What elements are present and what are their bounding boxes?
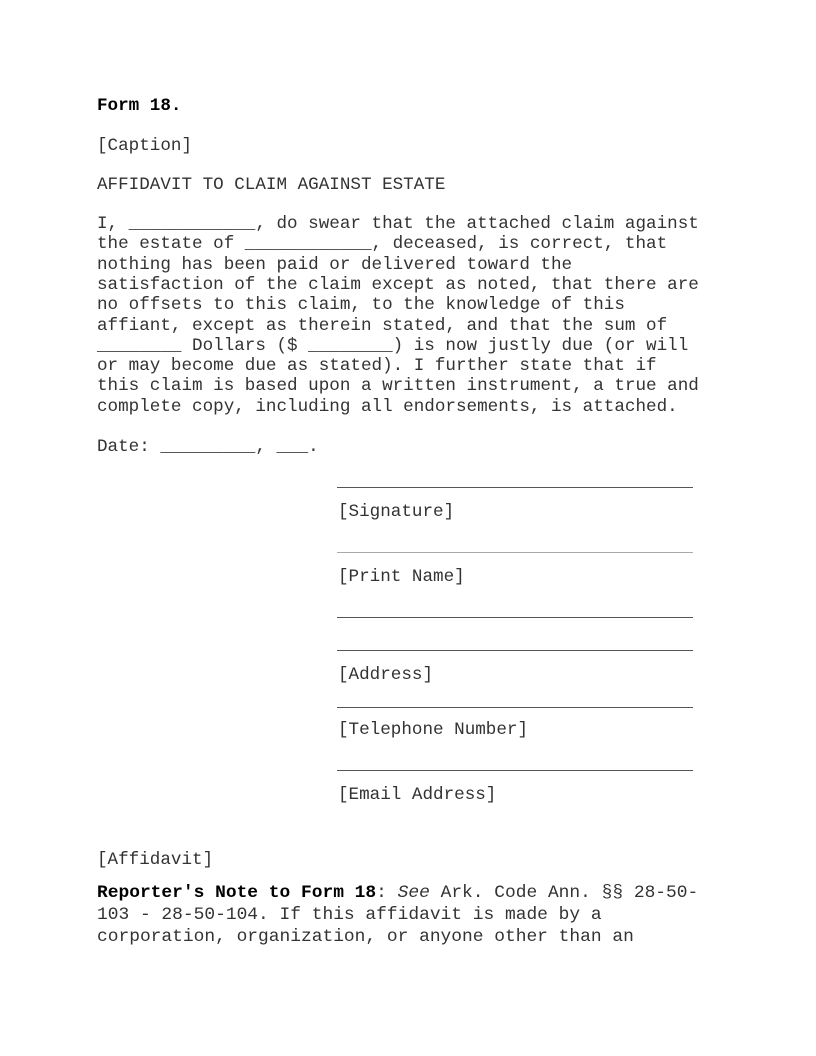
- body-line: I, ____________, do swear that the attached claim against: [97, 214, 699, 234]
- see-signal: See: [397, 883, 430, 903]
- body-line: or may become due as stated). I further state that if: [97, 356, 657, 377]
- signature-line: [337, 487, 693, 488]
- reporters-note-label: Reporter's Note to Form 18: [97, 883, 377, 903]
- telephone-line: [337, 707, 693, 708]
- caption-placeholder: [Caption]: [97, 136, 193, 156]
- body-line: the estate of ____________, deceased, is correct, that: [97, 234, 668, 255]
- form-title: Form 18.: [97, 96, 182, 116]
- body-line: affiant, except as therein stated, and that the sum of: [97, 315, 668, 336]
- citation: Ark. Code Ann. §§ 28-50-: [429, 883, 699, 903]
- print-name-label: [Print Name]: [338, 567, 465, 587]
- affidavit-placeholder: [Affidavit]: [97, 850, 214, 870]
- print-name-line: [337, 552, 693, 553]
- body-line: nothing has been paid or delivered toward the: [97, 254, 573, 275]
- signature-label: [Signature]: [338, 502, 455, 522]
- email-line: [337, 770, 693, 771]
- reporters-note-line: 103 - 28-50-104. If this affidavit is made by a: [97, 905, 602, 925]
- email-label: [Email Address]: [338, 785, 497, 805]
- address-label: [Address]: [338, 665, 434, 685]
- telephone-label: [Telephone Number]: [338, 720, 529, 740]
- body-line: this claim is based upon a written instrument, a true and: [97, 376, 699, 397]
- date-line: Date: _________, ___.: [97, 437, 319, 457]
- address-line-2: [337, 650, 693, 651]
- document-heading: AFFIDAVIT TO CLAIM AGAINST ESTATE: [97, 175, 446, 195]
- reporters-note-line: corporation, organization, or anyone other than an: [97, 927, 634, 947]
- body-line: no offsets to this claim, to the knowledge of this: [97, 295, 625, 316]
- body-line: complete copy, including all endorsements, is attached.: [97, 396, 678, 417]
- body-line: ________ Dollars ($ ________) is now justly due (or will: [97, 335, 689, 356]
- reporters-note-line: [97, 882, 698, 904]
- address-line-1: [337, 617, 693, 618]
- note-colon: :: [376, 883, 398, 903]
- body-line: satisfaction of the claim except as noted, that there are: [97, 274, 699, 295]
